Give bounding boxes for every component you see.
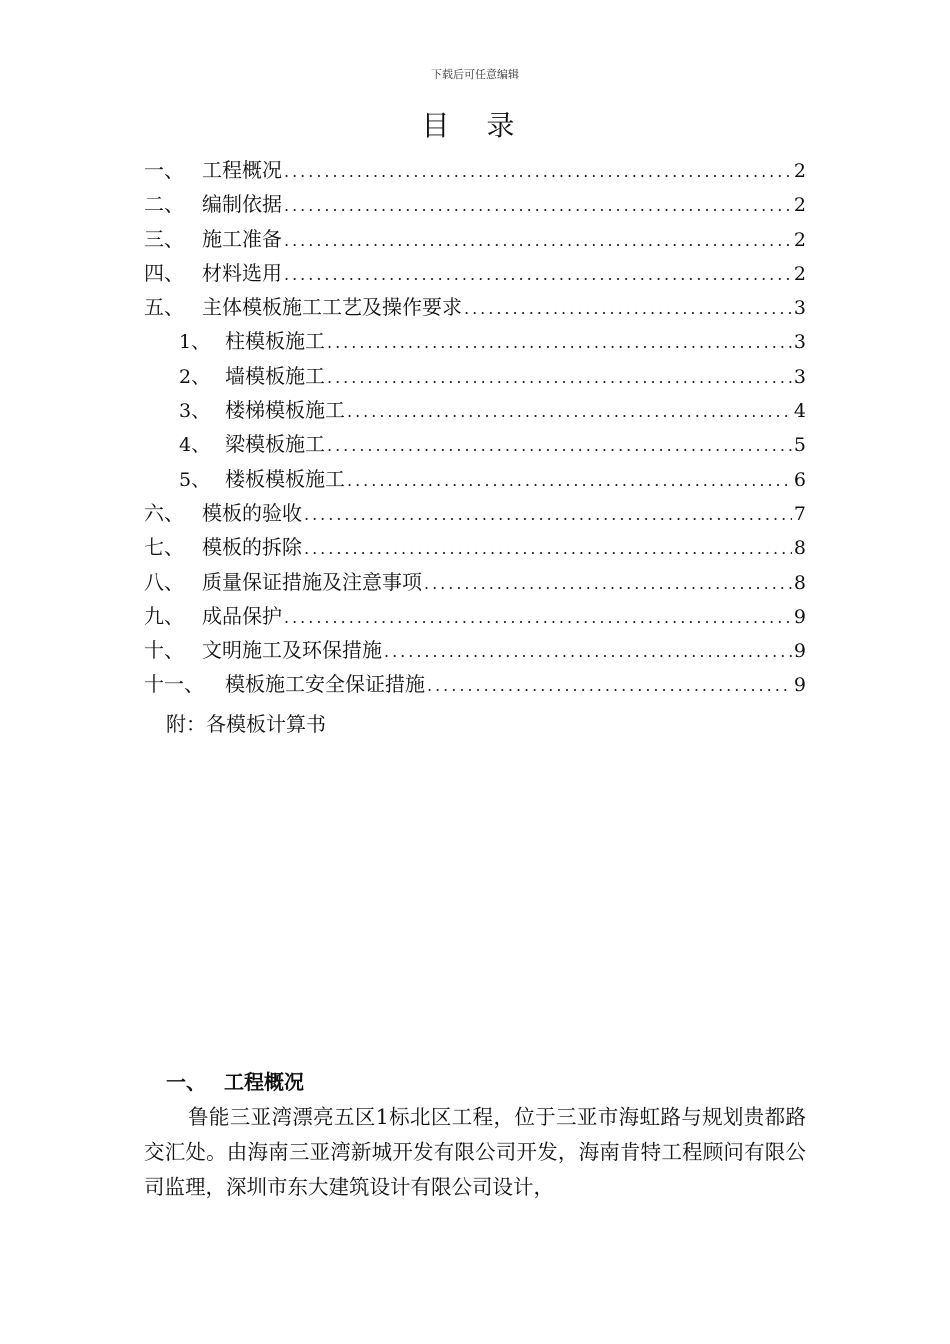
toc-leader-dots (304, 505, 792, 524)
toc-entry[interactable] (144, 360, 806, 394)
toc-entry-label: 楼梯模板施工 (225, 398, 345, 423)
toc-entry-page: 8 (793, 537, 806, 560)
toc-leader-dots (347, 471, 792, 490)
section-title: 工程概况 (224, 1070, 304, 1094)
toc-entry-number: 十、 (144, 638, 184, 663)
toc-leader-dots (284, 162, 792, 181)
toc-entry[interactable] (144, 325, 806, 359)
toc-entry-page: 9 (793, 674, 806, 697)
toc-entry[interactable] (144, 600, 806, 634)
toc-entry-page: 9 (793, 605, 806, 628)
toc-entry-label: 模板施工安全保证措施 (225, 672, 425, 697)
toc-leader-dots (284, 231, 792, 250)
toc-entry-number: 九、 (144, 603, 184, 628)
toc-entry-number: 一、 (144, 158, 184, 182)
toc-entry[interactable] (144, 463, 806, 497)
toc-leader-dots (427, 676, 792, 695)
toc-leader-dots (327, 368, 792, 387)
toc-title: 目 录 (421, 109, 529, 142)
toc-entry[interactable] (144, 223, 806, 257)
toc-entry[interactable] (144, 531, 806, 565)
header-note: 下载后可任意编辑 (431, 68, 519, 81)
appendix-line: 附：各模板计算书 (166, 712, 326, 736)
toc-leader-dots (464, 299, 792, 318)
toc-entry-number: 八、 (144, 569, 184, 594)
toc-leader-dots (304, 539, 792, 558)
toc-entry[interactable] (144, 428, 806, 462)
section-body-text (144, 1100, 806, 1205)
toc-entry-page: 6 (793, 468, 806, 491)
toc-entry[interactable] (144, 188, 806, 222)
toc-entry[interactable] (144, 668, 806, 702)
toc-entry[interactable] (144, 291, 806, 325)
toc-entry-page: 4 (793, 400, 806, 423)
table-of-contents (144, 154, 806, 703)
toc-entry-label: 主体模板施工工艺及操作要求 (202, 295, 462, 320)
toc-entry-number: 5、 (179, 468, 211, 491)
body-text-part2: 标北区工程，位于三亚市海虹路与规划贵都路交汇处。由海南三亚湾新城开发有限公司开发，海南肯特工程顾问有限公司监理，深圳市东大建筑设计有限公司设计， (144, 1105, 807, 1199)
toc-entry-number: 二、 (144, 192, 184, 217)
toc-entry-label: 施工准备 (202, 226, 282, 251)
toc-leader-dots (384, 642, 792, 661)
toc-entry[interactable] (144, 154, 806, 188)
toc-entry-label: 楼板模板施工 (225, 466, 345, 491)
toc-entry[interactable] (144, 566, 806, 600)
section-number: 一、 (166, 1070, 206, 1094)
toc-entry-number: 三、 (144, 226, 184, 251)
toc-entry-number: 3、 (179, 400, 211, 423)
toc-entry-label: 成品保护 (202, 603, 282, 628)
toc-leader-dots (424, 574, 792, 593)
toc-entry-page: 2 (793, 228, 806, 251)
toc-entry-page: 2 (793, 194, 806, 217)
section-heading (166, 1066, 304, 1095)
toc-entry-label: 墙模板施工 (225, 363, 325, 388)
toc-entry-page: 2 (793, 262, 806, 285)
toc-entry-number: 六、 (144, 500, 184, 525)
toc-entry-page: 7 (793, 502, 806, 525)
toc-entry-number: 4、 (179, 434, 211, 457)
toc-entry-label: 质量保证措施及注意事项 (202, 569, 422, 594)
toc-entry-number: 五、 (144, 295, 184, 320)
toc-entry-number: 2、 (179, 365, 211, 388)
toc-entry-page: 2 (793, 160, 806, 182)
toc-entry-page: 3 (793, 365, 806, 388)
toc-entry-page: 8 (793, 571, 806, 594)
toc-leader-dots (327, 333, 792, 352)
toc-entry-number: 四、 (144, 260, 184, 285)
toc-entry-label: 编制依据 (202, 192, 282, 217)
toc-entry-label: 文明施工及环保措施 (202, 638, 382, 663)
toc-entry-page: 5 (793, 434, 806, 457)
toc-leader-dots (284, 608, 792, 627)
toc-leader-dots (284, 196, 792, 215)
toc-leader-dots (284, 265, 792, 284)
toc-leader-dots (347, 402, 792, 421)
toc-entry-number: 1、 (179, 331, 211, 354)
toc-entry[interactable] (144, 634, 806, 668)
toc-entry[interactable] (144, 394, 806, 428)
toc-entry-label: 梁模板施工 (225, 432, 325, 457)
toc-entry-number: 七、 (144, 535, 184, 560)
body-text-part1: 鲁能三亚湾漂亮五区 (188, 1105, 376, 1129)
toc-entry-number: 十一、 (144, 672, 204, 697)
toc-entry-label: 柱模板施工 (225, 329, 325, 354)
toc-leader-dots (327, 436, 792, 455)
body-text-number: 1 (375, 1105, 389, 1129)
toc-entry[interactable] (144, 497, 806, 531)
toc-entry-label: 工程概况 (202, 158, 282, 182)
toc-entry-page: 9 (793, 640, 806, 663)
toc-entry-label: 模板的验收 (202, 500, 302, 525)
toc-entry-label: 模板的拆除 (202, 535, 302, 560)
toc-entry-page: 3 (793, 331, 806, 354)
toc-entry[interactable] (144, 257, 806, 291)
toc-entry-page: 3 (793, 297, 806, 320)
toc-entry-label: 材料选用 (202, 260, 282, 285)
